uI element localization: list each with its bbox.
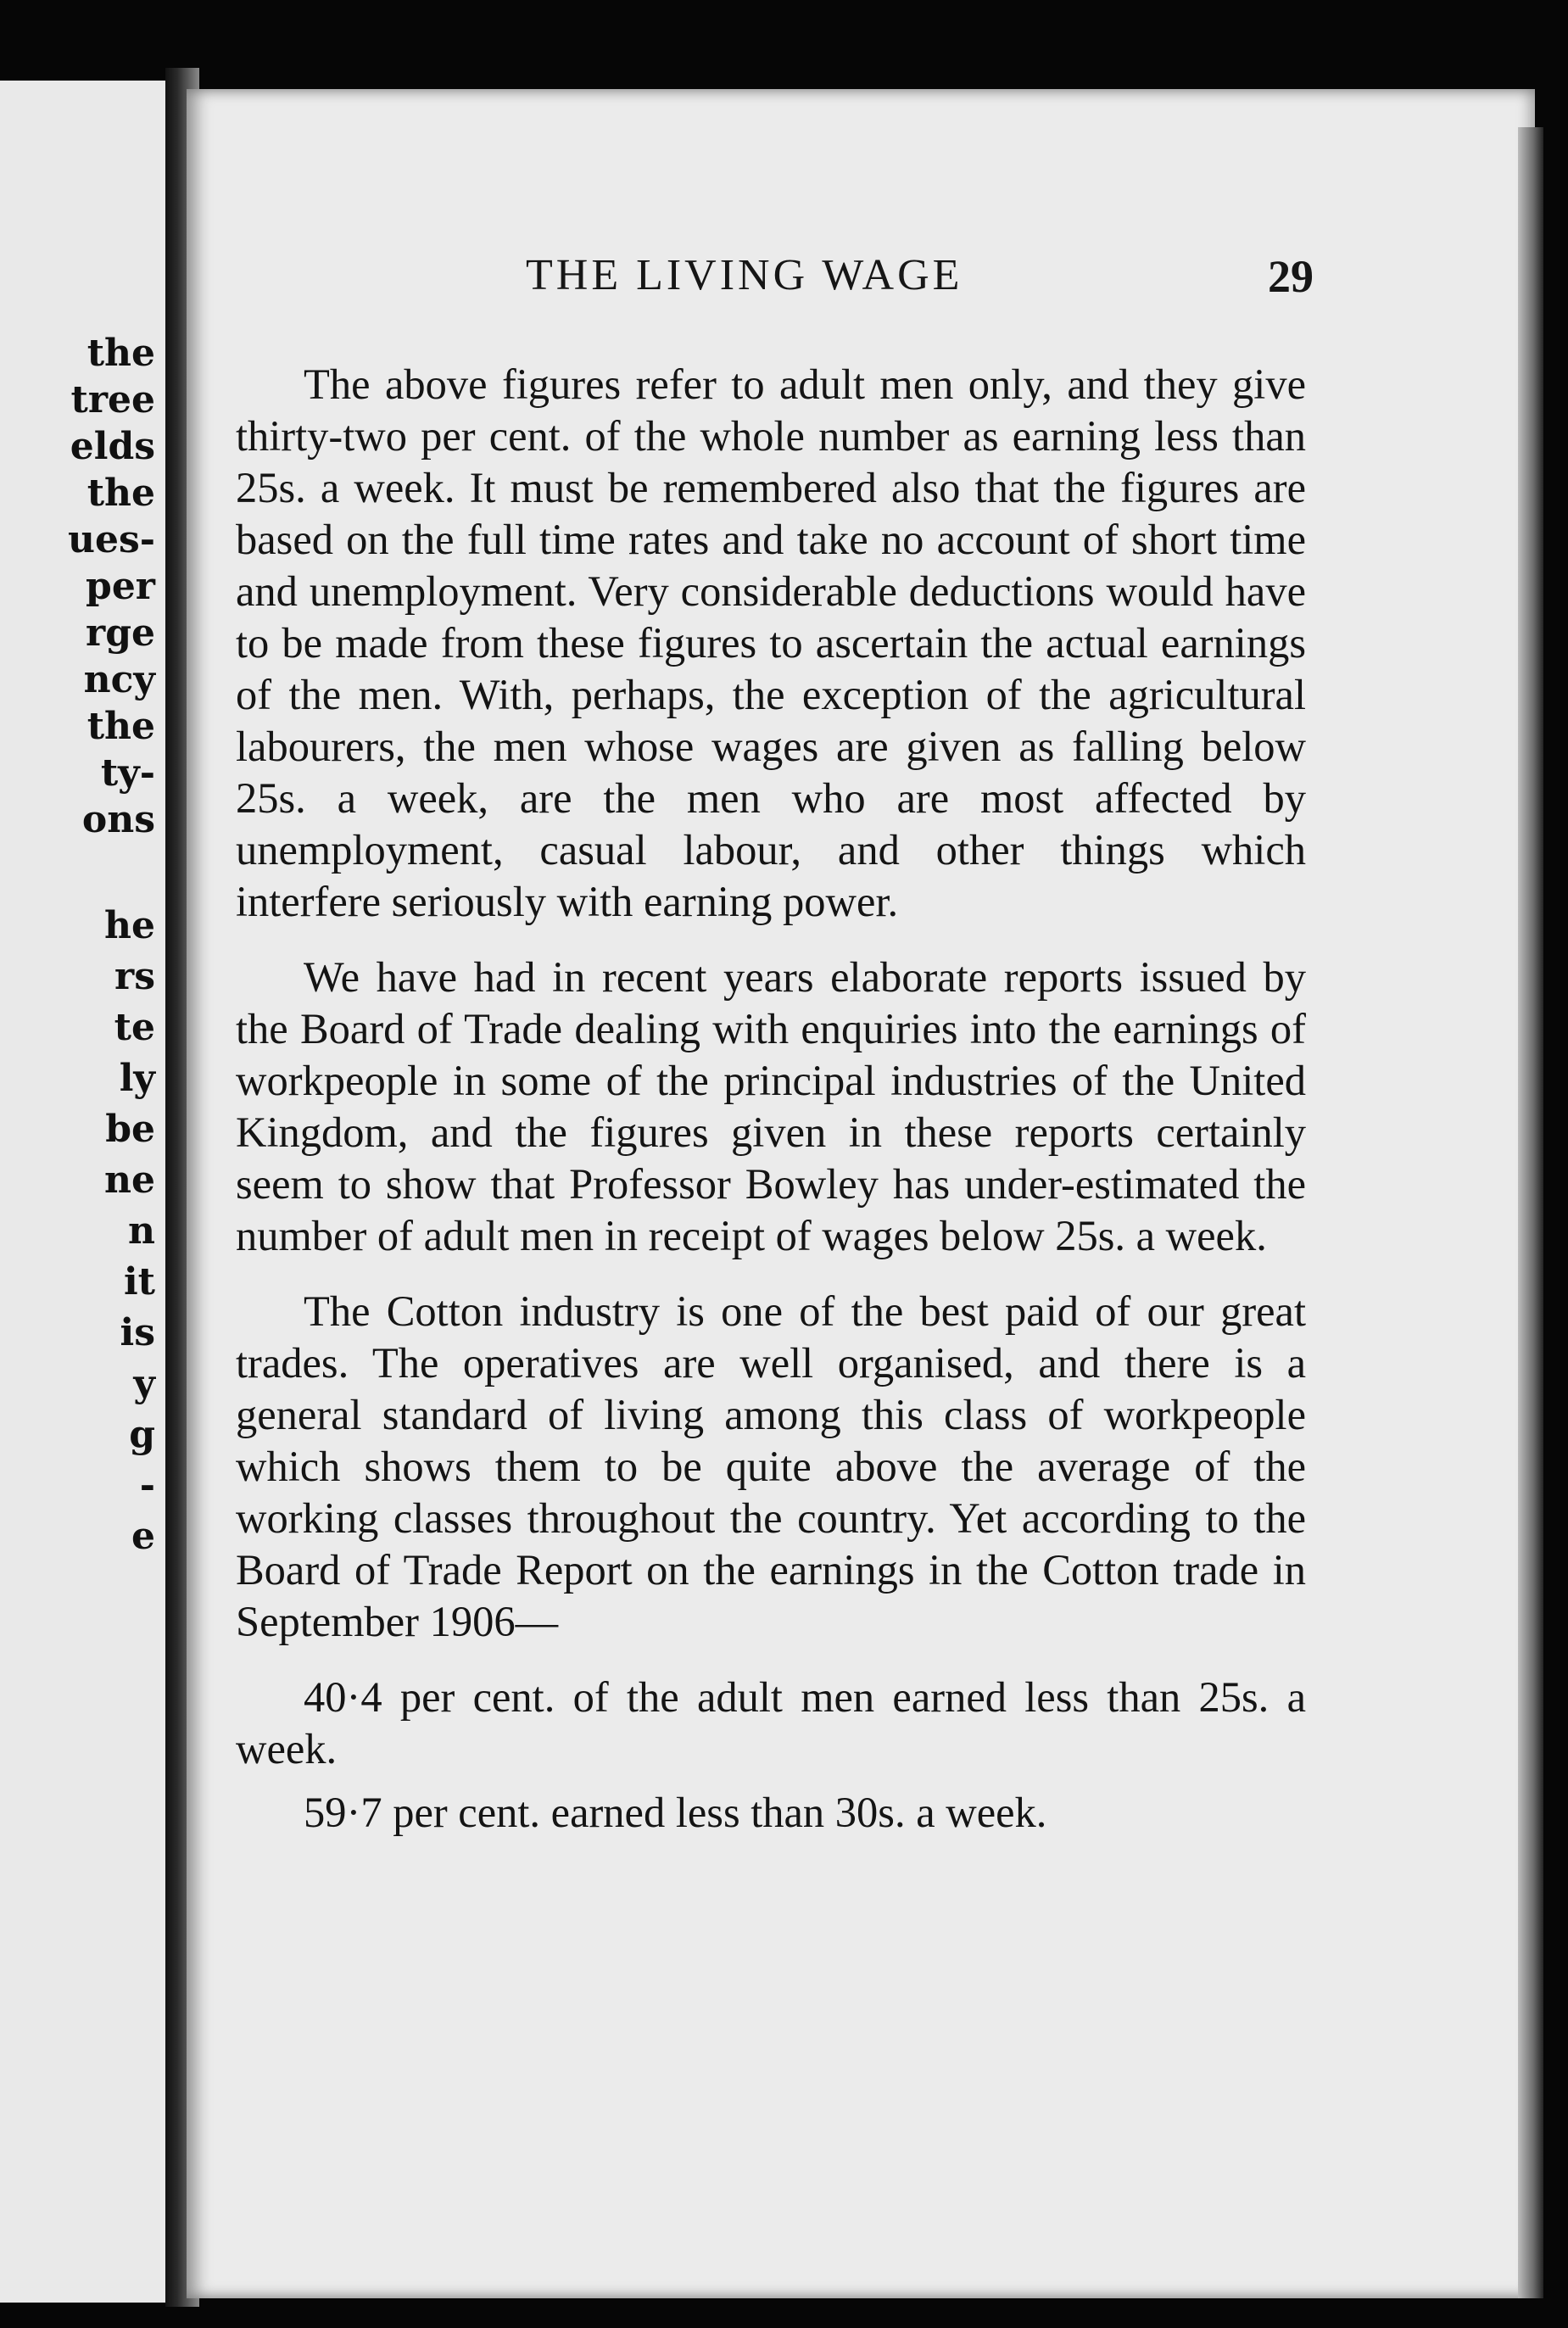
- statistic-line: 40·4 per cent. of the adult men earned less than 25s. a week.: [236, 1673, 1306, 1773]
- left-page-fragment: is: [120, 1311, 155, 1354]
- left-page-fragment: ons: [81, 798, 155, 841]
- left-page-fragment: g: [129, 1413, 155, 1456]
- paragraph: We have had in recent years elaborate reports issued by the Board of Trade dealing with enquiries into the earnings of workpeople in some of the principal industries of the United Kingdom, and the figures given in these reports certainly seem to show that Professor Bowley has under-estimated the number of adult men in receipt of wages below 25s. a week.: [236, 953, 1306, 1259]
- left-page-fragment: it: [123, 1260, 155, 1304]
- left-page-fragment: rge: [86, 611, 155, 655]
- left-page-fragment: te: [114, 1006, 155, 1049]
- left-page-fragment: ncy: [83, 658, 155, 701]
- left-page-fragment: he: [104, 904, 155, 947]
- left-page-fragment: ne: [104, 1158, 155, 1202]
- left-page-fragment: tree: [70, 378, 155, 421]
- left-page-fragment: y: [133, 1362, 155, 1405]
- page-edge-shadow: [1518, 127, 1543, 2298]
- left-page-fragment: rs: [114, 955, 155, 998]
- left-facing-page: [0, 81, 176, 2303]
- left-page-fragment: the: [86, 705, 155, 748]
- statistic-line: 59·7 per cent. earned less than 30s. a week.: [304, 1789, 1047, 1836]
- left-page-fragment: ly: [119, 1057, 155, 1100]
- left-page-fragment: be: [105, 1108, 155, 1151]
- body-text: [236, 359, 1306, 1851]
- left-page-fragment: -: [139, 1464, 155, 1507]
- left-page-fragment: the: [86, 332, 155, 375]
- left-page-fragment: e: [131, 1515, 155, 1558]
- running-head: [187, 250, 1535, 310]
- running-title: THE LIVING WAGE: [526, 251, 963, 299]
- left-page-fragment: per: [86, 565, 155, 608]
- left-page-fragment: ues-: [67, 518, 155, 561]
- left-page-fragment: ty-: [100, 751, 155, 795]
- paragraph: The Cotton industry is one of the best paid of our great trades. The operatives are well organised, and there is a general standard of living among this class of workpeople which shows them to be quite above the average of the working classes throughout the country. Yet according to the Board of Trade Report on the earnings in the Cotton trade in September 1906—: [236, 1287, 1306, 1645]
- left-page-fragment: n: [128, 1209, 155, 1253]
- left-page-fragment: the: [86, 472, 155, 515]
- left-page-fragment: elds: [70, 425, 155, 468]
- page-number: 29: [1268, 251, 1314, 302]
- paragraph: The above figures refer to adult men only, and they give thirty-two per cent. of the whole number as earning less than 25s. a week. It must be remembered also that the figures are based on the full time rates and take no account of short time and unemployment. Very considerable deductions would have to be made from these figures to ascertain the actual earnings of the men. With, perhaps, the exception of the agricultural labourers, the men whose wages are given as falling below 25s. a week, are the men who are most affected by unemployment, casual labour, and other things which interfere seriously with earning power.: [236, 360, 1306, 925]
- book-page: [187, 89, 1535, 2298]
